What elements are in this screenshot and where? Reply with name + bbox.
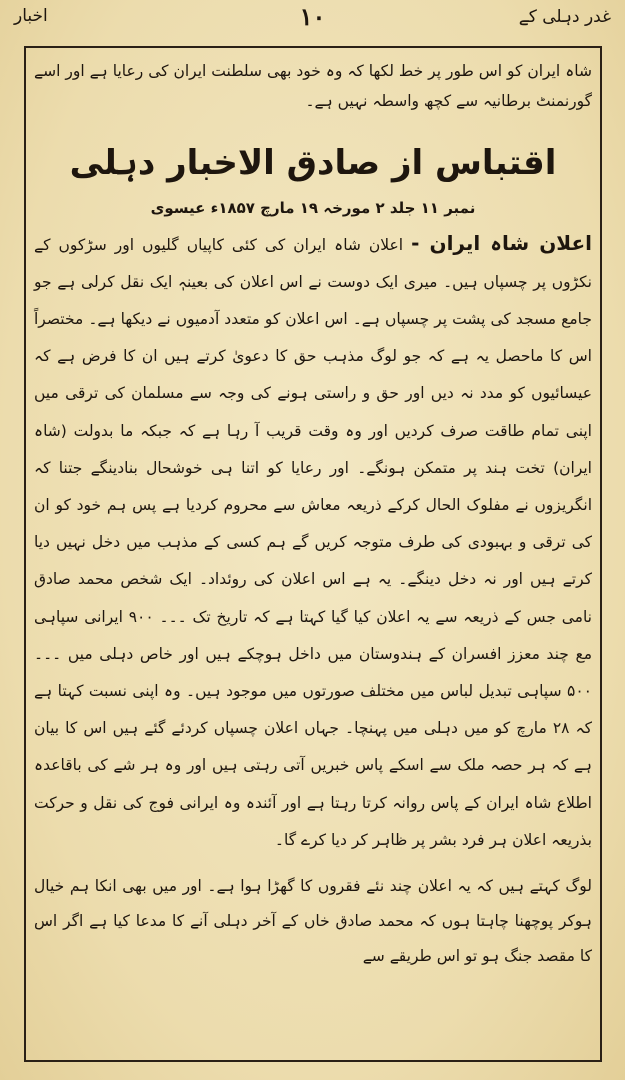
running-header-title: غدر دہلی کے — [518, 7, 611, 27]
page-content — [34, 52, 592, 974]
running-header-subtitle: اخبار — [14, 6, 48, 26]
article-body — [34, 225, 592, 859]
closing-paragraph: لوگ کہتے ہیں کہ یہ اعلان چند نئے فقروں کا گھڑا ہوا ہے۔ اور میں بھی انکا ہم خیال ہوکر پوچھنا چاہتا ہوں کہ محمد صادق خاں کے آخر دہلی آنے کا مدعا کیا ہے اگر اس کا مقصد جنگ ہو تو اس طریقے سے — [34, 876, 592, 965]
page-number: ۱۰ — [299, 2, 326, 31]
article-text: اعلان شاہ ایران کی کئی کاپیاں گلیوں اور سڑکوں کے نکڑوں پر چسپاں ہیں۔ میری ایک دوست نے اس اعلان کی بعینہٖ ایک نقل کرلی ہے جو جامع مسجد کی پشت پر چسپاں ہے۔ اس اعلان کو متعدد آدمیوں نے دیکھا ہے۔ مختصراً اس کا ماحصل یہ ہے کہ جو لوگ مذہب حق کا دعویٰ کرتے ہیں ان کا فرض ہے کہ عیسائیوں کو مدد نہ دیں اور حق و راستی ہونے کی وجہ سے مسلمان کی ترقی میں اپنی تمام طاقت صرف کردیں اور وہ وقت قریب آ رہا ہے کہ جبکہ ما بدولت (شاہ ایران) تخت ہند پر متمکن ہونگے۔ اور رعایا کو اتنا ہی خوشحال بنادینگے جتنا کہ انگریزوں نے مفلوک الحال کرکے ذریعہ معاش سے محروم کردیا ہے پس ہم خود کو ان کی ترقی و بہبودی کی طرف متوجہ کریں گے ہم کسی کے مذہب میں دخل نہیں دیا کرتے ہیں اور نہ دخل دینگے۔ یہ ہے اس اعلان کی روئداد۔ ایک شخص محمد صادق نامی جس کے ذریعہ سے یہ اعلان کیا گیا کہتا ہے کہ تاریخ تک ۔۔۔ ۹۰۰ ایرانی سپاہی مع چند معزز افسران کے ہندوستان میں داخل ہوچکے ہیں اور خاص دہلی میں ۔۔۔ ۵۰۰ سپاہی تبدیل لباس میں مختلف صورتوں میں موجود ہیں۔ وہ اپنی نسبت کہتا ہے کہ ۲۸ مارچ کو میں دہلی میں پہنچا۔ جہاں اعلان چسپاں کردئے گئے ہیں اس کا بیان ہے کہ ہر حصہ ملک سے اسکے پاس خبریں آتی رہتی ہیں اور وہ ہر شے کی باقاعدہ اطلاع شاہ ایران کے پاس روانہ کرتا رہتا ہے اور آئندہ وہ ایرانی فوج کی نقل و حرکت بذریعہ اعلان ہر فرد بشر پر ظاہر کر دیا کرے گا۔ — [34, 235, 592, 849]
article-headline: اقتباس از صادق الاخبار دہلی — [69, 143, 557, 183]
running-header — [14, 2, 611, 42]
article-lead: اعلان شاہ ایران - — [411, 230, 593, 255]
issue-reference: نمبر ۱۱ جلد ۲ مورخہ ۱۹ مارچ ۱۸۵۷ء عیسوی — [150, 198, 476, 217]
intro-paragraph: شاہ ایران کو اس طور پر خط لکھا کہ وہ خود بھی سلطنت ایران کی رعایا ہے اور اسے گورنمنٹ برطانیہ سے کچھ واسطہ نہیں ہے۔ — [34, 62, 592, 110]
